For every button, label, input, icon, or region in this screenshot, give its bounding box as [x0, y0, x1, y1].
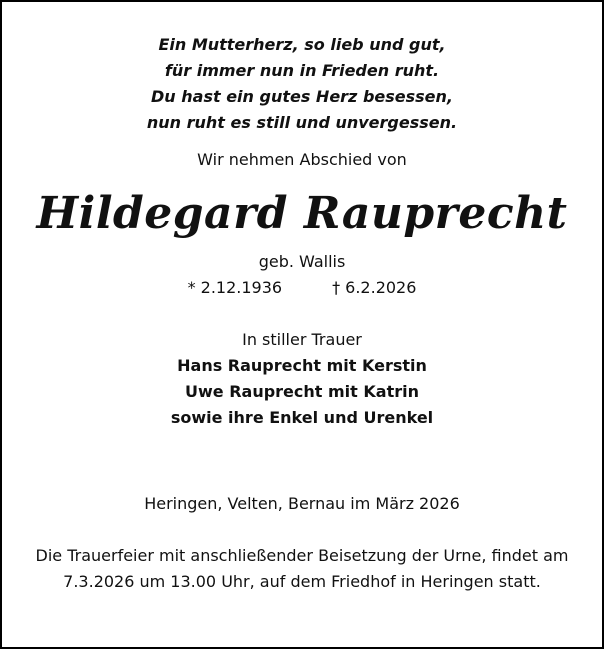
- farewell-intro: Wir nehmen Abschied von: [197, 150, 407, 169]
- poem-line-4: nun ruht es still und unvergessen.: [146, 113, 458, 132]
- mourning-intro: In stiller Trauer: [242, 330, 362, 349]
- birth-name: geb. Wallis: [258, 252, 346, 271]
- birth-date: * 2.12.1936: [187, 278, 283, 297]
- funeral-info-line-2: 7.3.2026 um 13.00 Uhr, auf dem Friedhof in Heringen statt.: [63, 572, 541, 591]
- place-and-date: Heringen, Velten, Bernau im März 2026: [144, 494, 460, 513]
- life-dates: [2, 277, 602, 299]
- death-date: † 6.2.2026: [332, 278, 417, 297]
- mourner-line-1: Hans Rauprecht mit Kerstin: [177, 356, 427, 375]
- mourner-line-2: Uwe Rauprecht mit Katrin: [185, 382, 419, 401]
- poem-line-3: Du hast ein gutes Herz besessen,: [151, 87, 453, 106]
- mourner-line-3: sowie ihre Enkel und Urenkel: [170, 408, 434, 427]
- poem-line-1: Ein Mutterherz, so lieb und gut,: [158, 35, 446, 54]
- deceased-name: Hildegard Rauprecht: [36, 188, 568, 239]
- poem-line-2: für immer nun in Frieden ruht.: [164, 61, 440, 80]
- funeral-info-line-1: Die Trauerfeier mit anschließender Beisetzung der Urne, findet am: [35, 546, 569, 565]
